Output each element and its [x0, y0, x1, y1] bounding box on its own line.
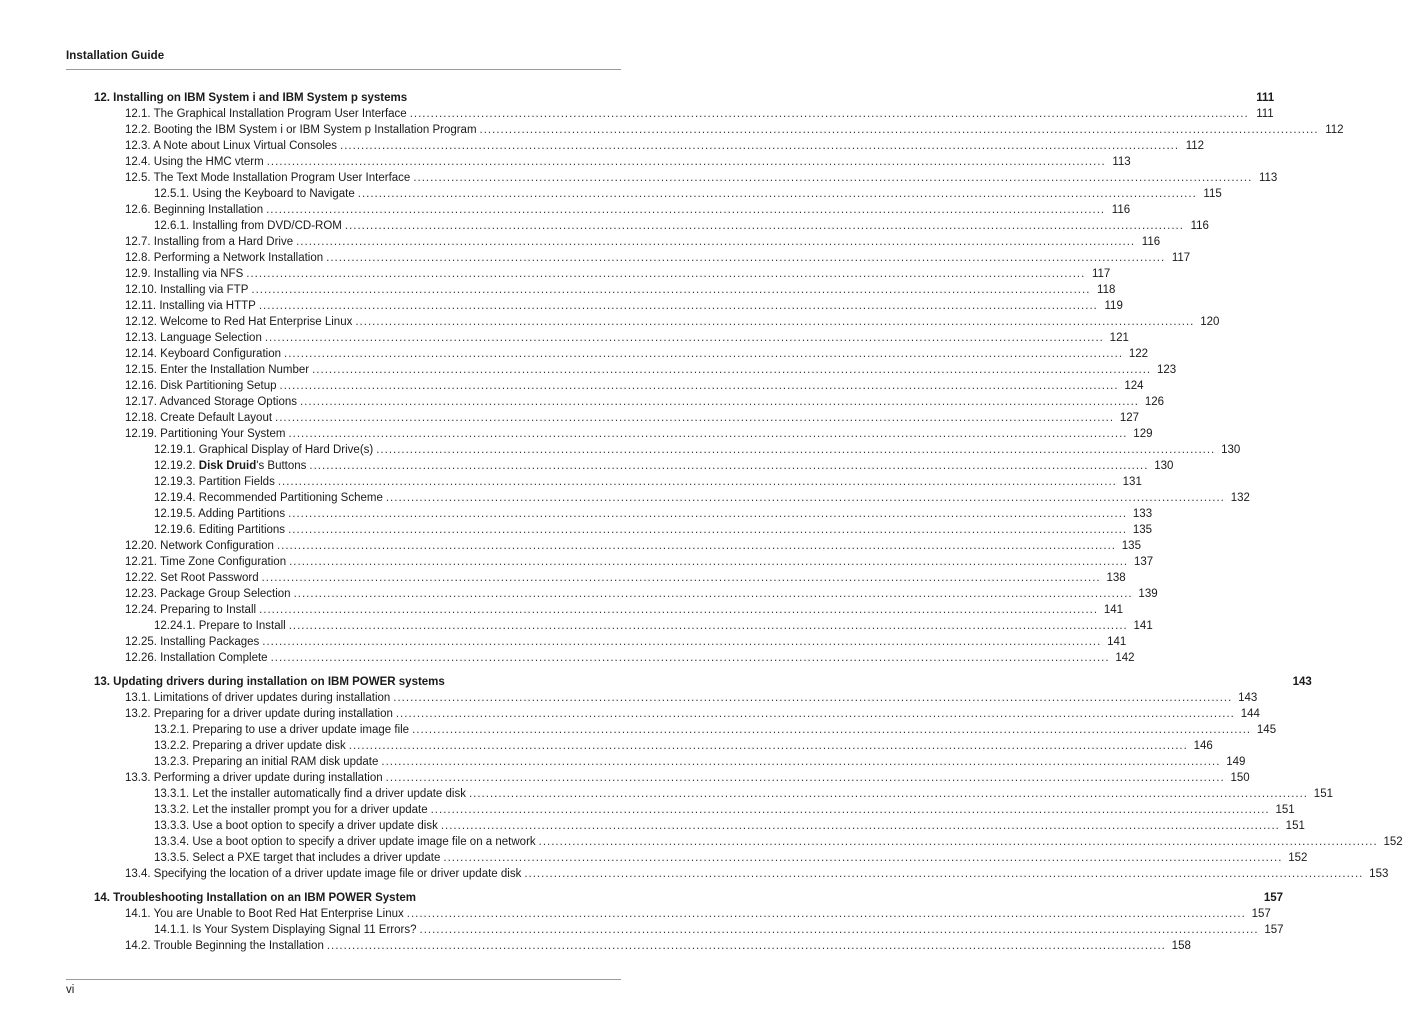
toc-page-number[interactable]: 141: [1133, 620, 1153, 632]
toc-page-number[interactable]: 111: [1256, 108, 1274, 120]
dot-leader: ........................................................................................................................................................................................................: [326, 940, 1166, 952]
toc-page-number[interactable]: 151: [1275, 804, 1295, 816]
toc-entry-title[interactable]: 12.15. Enter the Installation Number: [125, 364, 310, 376]
toc-entry[interactable]: [125, 362, 1177, 378]
toc-page-number[interactable]: 127: [1119, 412, 1140, 424]
toc-entry[interactable]: [125, 602, 1124, 618]
toc-page-number[interactable]: 131: [1122, 476, 1142, 488]
toc-entry-title[interactable]: 13.2. Preparing for a driver update during installation: [125, 708, 393, 720]
toc-page-number[interactable]: 116: [1111, 204, 1131, 216]
dot-leader: ........................................................................................................................................................................................................: [385, 492, 1225, 504]
toc-entry[interactable]: [154, 802, 1295, 818]
toc-entry[interactable]: [125, 266, 1111, 282]
toc-entry[interactable]: [125, 634, 1127, 650]
toc-entry-title[interactable]: 12.19.5. Adding Partitions: [154, 508, 286, 520]
toc-entry-title[interactable]: 13.3.3. Use a boot option to specify a driver update disk: [154, 820, 438, 832]
toc-entry[interactable]: [125, 538, 1141, 554]
dot-leader: ........................................................................................................................................................................................................: [261, 572, 1101, 584]
dot-leader: ........................................................................................................................................................................................................: [288, 524, 1128, 536]
toc-page-number[interactable]: 124: [1124, 380, 1144, 392]
toc-entry-title[interactable]: 12.19.2. Disk Druid's Buttons: [154, 460, 307, 472]
footer-divider: [66, 979, 621, 980]
dot-leader: ........................................................................................................................................................................................................: [246, 268, 1086, 280]
dot-leader: ........................................................................................................................................................................................................: [419, 924, 1259, 936]
toc-page-number[interactable]: 145: [1256, 724, 1277, 736]
toc-entry-title[interactable]: 12.6.1. Installing from DVD/CD-ROM: [154, 220, 342, 232]
toc-entry-title[interactable]: 12.25. Installing Packages: [125, 636, 260, 648]
toc-page-number[interactable]: 149: [1226, 756, 1246, 768]
dot-leader: ........................................................................................................................................................................................................: [348, 740, 1188, 752]
toc-entry-title[interactable]: 14.1.1. Is Your System Displaying Signal 11 Errors?: [154, 924, 417, 936]
toc-entry[interactable]: [125, 650, 1135, 666]
dot-leader: ........................................................................................................................................................................................................: [277, 476, 1117, 488]
toc-page-number[interactable]: 141: [1107, 636, 1127, 648]
toc-chapter-entry[interactable]: [94, 890, 1284, 906]
dot-leader: ........................................................................................................................................................................................................: [344, 220, 1184, 232]
toc-entry-title[interactable]: 14.2. Trouble Beginning the Installation: [125, 940, 324, 952]
toc-entry[interactable]: [125, 378, 1144, 394]
toc-page-number[interactable]: 120: [1200, 316, 1220, 328]
dot-leader: ........................................................................................................................................................................................................: [262, 636, 1102, 648]
toc-entry-title[interactable]: 12.24.1. Prepare to Install: [154, 620, 286, 632]
toc-entry[interactable]: [125, 866, 1389, 882]
toc-page-number[interactable]: 117: [1091, 268, 1111, 280]
toc-entry-title[interactable]: 12.20. Network Configuration: [125, 540, 274, 552]
toc-entry-title[interactable]: 12.19.6. Editing Partitions: [154, 524, 286, 536]
dot-leader: ........................................................................................................................................................................................................: [409, 108, 1249, 120]
toc-entry-title[interactable]: 12.14. Keyboard Configuration: [125, 348, 281, 360]
toc-entry-title[interactable]: 12.26. Installation Complete: [125, 652, 268, 664]
toc-entry-title[interactable]: 12.12. Welcome to Red Hat Enterprise Linux: [125, 316, 353, 328]
toc-entry-title[interactable]: 12.22. Set Root Password: [125, 572, 259, 584]
toc-page-number[interactable]: 139: [1138, 588, 1158, 600]
toc-page-number[interactable]: 150: [1230, 772, 1250, 784]
dot-leader: ........................................................................................................................................................................................................: [288, 428, 1128, 440]
toc-entry-title[interactable]: 13.3.1. Let the installer automatically find a driver update disk: [154, 788, 466, 800]
toc-entry-title[interactable]: 13. Updating drivers during installation on IBM POWER systems: [94, 676, 445, 688]
page-header-title: Installation Guide: [66, 50, 165, 62]
dot-leader: ........................................................................................................................................................................................................: [340, 140, 1180, 152]
toc-entry-title[interactable]: 13.2.3. Preparing an initial RAM disk update: [154, 756, 379, 768]
toc-entry[interactable]: [125, 138, 1205, 154]
dot-leader: ........................................................................................................................................................................................................: [381, 756, 1221, 768]
dot-leader: ........................................................................................................................................................................................................: [296, 236, 1136, 248]
toc-entry[interactable]: [154, 490, 1250, 506]
dot-leader: ........................................................................................................................................................................................................: [412, 724, 1252, 736]
toc-entry-title[interactable]: 13.3.4. Use a boot option to specify a driver update image file on a network: [154, 836, 536, 848]
toc-entry[interactable]: [154, 186, 1222, 202]
toc-page-number[interactable]: 138: [1106, 572, 1126, 584]
toc-page-number[interactable]: 116: [1190, 220, 1209, 232]
toc-page-number[interactable]: 135: [1121, 540, 1141, 552]
dot-leader: ........................................................................................................................................................................................................: [395, 708, 1235, 720]
toc-entry-title[interactable]: 13.2.1. Preparing to use a driver update image file: [154, 724, 410, 736]
dot-leader: ........................................................................................................................................................................................................: [443, 852, 1283, 864]
toc-entry-title[interactable]: 12.24. Preparing to Install: [125, 604, 257, 616]
toc-entry[interactable]: [125, 154, 1131, 170]
toc-page-number[interactable]: 143: [1292, 676, 1312, 688]
toc-entry-title[interactable]: 12.9. Installing via NFS: [125, 268, 244, 280]
dot-leader: ........................................................................................................................................................................................................: [299, 396, 1139, 408]
toc-page-number[interactable]: 157: [1264, 924, 1284, 936]
toc-entry-title[interactable]: 12.21. Time Zone Configuration: [125, 556, 287, 568]
toc-page-number[interactable]: 112: [1185, 140, 1205, 152]
toc-page-number[interactable]: 135: [1132, 524, 1153, 536]
toc-entry[interactable]: [154, 754, 1246, 770]
toc-entry-title[interactable]: 12.2. Booting the IBM System i or IBM System p Installation Program: [125, 124, 477, 136]
toc-entry[interactable]: [154, 474, 1142, 490]
toc-entry[interactable]: [125, 346, 1149, 362]
dot-leader: ........................................................................................................................................................................................................: [266, 204, 1106, 216]
toc-page-number[interactable]: 158: [1171, 940, 1191, 952]
dot-leader: ........................................................................................................................................................................................................: [288, 620, 1128, 632]
toc-entry-title[interactable]: 12.5. The Text Mode Installation Program User Interface: [125, 172, 411, 184]
dot-leader: ........................................................................................................................................................................................................: [376, 444, 1216, 456]
toc-entry-title[interactable]: 12.19. Partitioning Your System: [125, 428, 286, 440]
dot-leader: ........................................................................................................................................................................................................: [293, 588, 1133, 600]
toc-entry[interactable]: [154, 442, 1241, 458]
toc-entry[interactable]: [125, 554, 1154, 570]
toc-page-number[interactable]: 115: [1203, 188, 1222, 200]
toc-entry[interactable]: [125, 202, 1131, 218]
toc-entry-title[interactable]: 13.3.2. Let the installer prompt you for a driver update: [154, 804, 428, 816]
dot-leader: ........................................................................................................................................................................................................: [289, 556, 1129, 568]
toc-entry[interactable]: [125, 314, 1220, 330]
toc-page-number[interactable]: 117: [1171, 252, 1191, 264]
toc-entry[interactable]: [125, 234, 1161, 250]
toc-entry[interactable]: [125, 690, 1258, 706]
dot-leader: ........................................................................................................................................................................................................: [258, 300, 1098, 312]
toc-entry[interactable]: [154, 522, 1153, 538]
dot-leader: ........................................................................................................................................................................................................: [406, 908, 1246, 920]
toc-entry-title[interactable]: 12.6. Beginning Installation: [125, 204, 264, 216]
toc-page-number[interactable]: 123: [1156, 364, 1177, 376]
dot-leader: ........................................................................................................................................................................................................: [430, 804, 1270, 816]
dot-leader: ........................................................................................................................................................................................................: [284, 348, 1124, 360]
dot-leader: ........................................................................................................................................................................................................: [413, 172, 1253, 184]
dot-leader: ........................................................................................................................................................................................................: [279, 380, 1119, 392]
toc-entry-title[interactable]: 12.19.4. Recommended Partitioning Scheme: [154, 492, 383, 504]
toc-entry[interactable]: [154, 722, 1277, 738]
toc-entry-title[interactable]: 12.4. Using the HMC vterm: [125, 156, 264, 168]
toc-page-number[interactable]: 111: [1256, 92, 1275, 104]
toc-page-number[interactable]: 132: [1230, 492, 1250, 504]
toc-entry-title[interactable]: 13.2.2. Preparing a driver update disk: [154, 740, 346, 752]
dot-leader: ........................................................................................................................................................................................................: [385, 772, 1225, 784]
toc-entry-title[interactable]: 12.17. Advanced Storage Options: [125, 396, 297, 408]
toc-entry[interactable]: [125, 298, 1123, 314]
toc-entry[interactable]: [154, 618, 1153, 634]
toc-entry-title[interactable]: 12.7. Installing from a Hard Drive: [125, 236, 294, 248]
toc-entry-title[interactable]: 14. Troubleshooting Installation on an IBM POWER System: [94, 892, 417, 904]
dot-leader: ........................................................................................................................................................................................................: [355, 316, 1195, 328]
toc-entry-title[interactable]: 13.1. Limitations of driver updates during installation: [125, 692, 391, 704]
toc-entry[interactable]: [125, 410, 1140, 426]
toc-page-number[interactable]: 112: [1325, 124, 1344, 136]
toc-entry-title[interactable]: 12.16. Disk Partitioning Setup: [125, 380, 277, 392]
toc-entry-title[interactable]: 12.10. Installing via FTP: [125, 284, 249, 296]
toc-entry[interactable]: [125, 394, 1164, 410]
toc-entry[interactable]: [125, 906, 1271, 922]
dot-leader: ........................................................................................................................................................................................................: [357, 188, 1197, 200]
toc-page-number[interactable]: 129: [1133, 428, 1153, 440]
toc-page-number[interactable]: 146: [1193, 740, 1213, 752]
dot-leader: ........................................................................................................................................................................................................: [326, 252, 1166, 264]
dot-leader: ........................................................................................................................................................................................................: [288, 508, 1128, 520]
toc-entry-title[interactable]: 12.8. Performing a Network Installation: [125, 252, 324, 264]
dot-leader: ........................................................................................................................................................................................................: [251, 284, 1091, 296]
dot-leader: ........................................................................................................................................................................................................: [275, 412, 1115, 424]
toc-entry[interactable]: [125, 570, 1126, 586]
dot-leader: ........................................................................................................................................................................................................: [270, 652, 1110, 664]
toc-entry[interactable]: [125, 586, 1158, 602]
toc-entry[interactable]: [125, 250, 1191, 266]
toc-page-number[interactable]: 151: [1285, 820, 1305, 832]
toc-page-number[interactable]: 137: [1133, 556, 1154, 568]
toc-entry-title[interactable]: 12.13. Language Selection: [125, 332, 262, 344]
toc-page-number[interactable]: 113: [1112, 156, 1131, 168]
dot-leader: ........................................................................................................................................................................................................: [479, 124, 1319, 136]
toc-entry[interactable]: [125, 282, 1116, 298]
page-number: vi: [66, 984, 75, 996]
toc-entry-title[interactable]: 12. Installing on IBM System i and IBM System p systems: [94, 92, 408, 104]
toc-entry[interactable]: [154, 834, 1403, 850]
toc-page-number[interactable]: 126: [1144, 396, 1164, 408]
toc-entry[interactable]: [125, 122, 1344, 138]
toc-entry[interactable]: [154, 922, 1284, 938]
toc-entry-title[interactable]: 12.23. Package Group Selection: [125, 588, 291, 600]
toc-page-number[interactable]: 118: [1097, 284, 1116, 296]
toc-entry-title[interactable]: 12.5.1. Using the Keyboard to Navigate: [154, 188, 355, 200]
toc-page-number[interactable]: 116: [1141, 236, 1161, 248]
toc-chapter-entry[interactable]: [94, 674, 1312, 690]
toc-page-number[interactable]: 144: [1240, 708, 1260, 720]
dot-leader: ........................................................................................................................................................................................................: [440, 820, 1280, 832]
dot-leader: ........................................................................................................................................................................................................: [312, 364, 1152, 376]
toc-entry-title[interactable]: 12.3. A Note about Linux Virtual Consoles: [125, 140, 338, 152]
toc-entry[interactable]: [154, 506, 1153, 522]
dot-leader: ........................................................................................................................................................................................................: [259, 604, 1099, 616]
toc-entry[interactable]: [154, 786, 1333, 802]
toc-page-number[interactable]: 157: [1251, 908, 1271, 920]
toc-page-number[interactable]: 133: [1132, 508, 1153, 520]
toc-chapter-entry[interactable]: [94, 90, 1275, 106]
toc-page-number[interactable]: 130: [1154, 460, 1174, 472]
toc-page-number[interactable]: 152: [1288, 852, 1308, 864]
toc-entry-title[interactable]: 12.11. Installing via HTTP: [125, 300, 256, 312]
toc-entry-title[interactable]: 13.4. Specifying the location of a driver update image file or driver update disk: [125, 868, 522, 880]
toc-entry-title[interactable]: 13.3.5. Select a PXE target that includes a driver update: [154, 852, 441, 864]
toc-entry[interactable]: [125, 106, 1274, 122]
toc-page-number[interactable]: 152: [1383, 836, 1403, 848]
toc-page-number[interactable]: 157: [1263, 892, 1284, 904]
toc-entry[interactable]: [125, 170, 1278, 186]
toc-entry[interactable]: [154, 218, 1209, 234]
toc-entry-title[interactable]: 13.3. Performing a driver update during installation: [125, 772, 383, 784]
toc-entry[interactable]: [125, 770, 1250, 786]
dot-leader: ........................................................................................................................................................................................................: [524, 868, 1364, 880]
toc-entry[interactable]: [154, 850, 1308, 866]
dot-leader: ........................................................................................................................................................................................................: [538, 836, 1378, 848]
dot-leader: ........................................................................................................................................................................................................: [468, 788, 1308, 800]
toc-page-number[interactable]: 141: [1103, 604, 1124, 616]
toc-entry[interactable]: [154, 738, 1213, 754]
dot-leader: ........................................................................................................................................................................................................: [266, 156, 1106, 168]
dot-leader: ........................................................................................................................................................................................................: [276, 540, 1116, 552]
toc-entry[interactable]: [154, 458, 1174, 474]
toc-page-number[interactable]: 119: [1104, 300, 1123, 312]
toc-entry-title[interactable]: 14.1. You are Unable to Boot Red Hat Enterprise Linux: [125, 908, 404, 920]
toc-page-number[interactable]: 121: [1109, 332, 1129, 344]
toc-entry-title[interactable]: 12.1. The Graphical Installation Program User Interface: [125, 108, 407, 120]
toc-entry[interactable]: [154, 818, 1305, 834]
toc-page-number[interactable]: 130: [1221, 444, 1241, 456]
toc-page-number[interactable]: 143: [1238, 692, 1258, 704]
toc-entry-title[interactable]: 12.19.3. Partition Fields: [154, 476, 275, 488]
toc-entry-title[interactable]: 12.19.1. Graphical Display of Hard Drive(s): [154, 444, 374, 456]
toc-entry[interactable]: [125, 426, 1153, 442]
toc-entry[interactable]: [125, 330, 1129, 346]
dot-leader: ........................................................................................................................................................................................................: [309, 460, 1149, 472]
toc-page-number[interactable]: 151: [1313, 788, 1333, 800]
toc-page-number[interactable]: 153: [1369, 868, 1389, 880]
dot-leader: ........................................................................................................................................................................................................: [264, 332, 1104, 344]
header-divider: [66, 69, 621, 70]
toc-entry[interactable]: [125, 706, 1260, 722]
toc-page-number[interactable]: 113: [1258, 172, 1278, 184]
toc-entry-title[interactable]: 12.18. Create Default Layout: [125, 412, 273, 424]
dot-leader: ........................................................................................................................................................................................................: [393, 692, 1233, 704]
toc-entry[interactable]: [125, 938, 1191, 954]
toc-page-number[interactable]: 142: [1115, 652, 1135, 664]
toc-page-number[interactable]: 122: [1128, 348, 1149, 360]
